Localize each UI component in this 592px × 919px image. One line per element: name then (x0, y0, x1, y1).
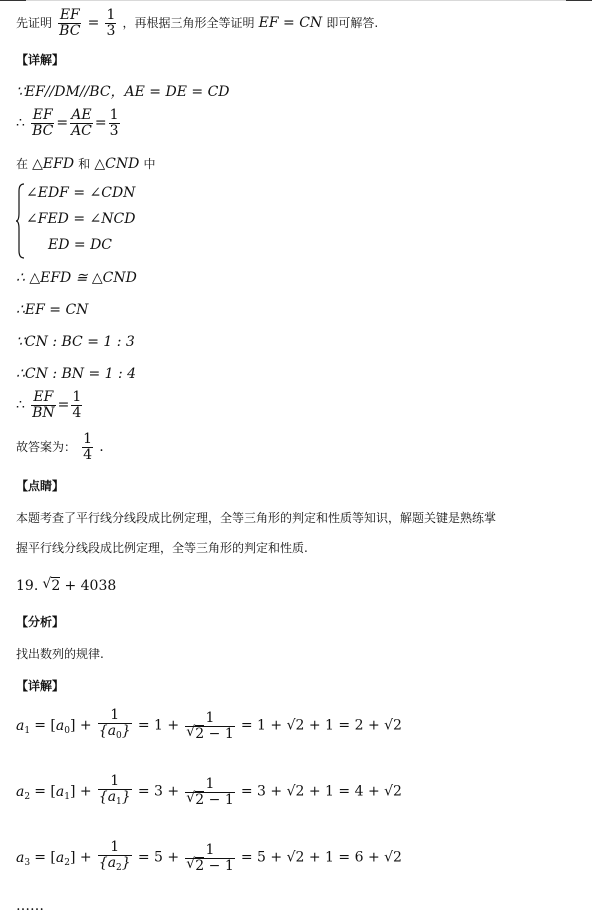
formula-1-lhs-var: a (16, 717, 25, 734)
formula-2-frac-a-num: 1 (98, 774, 132, 790)
step-5: ∴EF = CN (16, 302, 89, 318)
formula-1-end: = 1 + √2 + 1 = 2 + √2 (240, 717, 402, 734)
step2-eq2: = (94, 115, 107, 131)
step3-and: 和 (78, 157, 91, 171)
formula-2-lhs-var: a (16, 783, 25, 800)
step2-frac3-den: 3 (109, 123, 119, 139)
answer-line (16, 432, 104, 463)
step-6: ∵CN : BC = 1 : 3 (16, 334, 135, 350)
step3-tail: 中 (143, 157, 156, 171)
formula-2-bracket: $a_1$ (55, 783, 70, 802)
top-left-rule (0, 0, 26, 1)
intro-tail: 即可解答. (326, 16, 379, 30)
top-right-rule (566, 0, 592, 1)
step2-frac1 (31, 108, 54, 139)
step8-value (71, 390, 82, 421)
step2-prefix: ∴ (16, 115, 25, 131)
intro-val-den: 3 (106, 23, 116, 39)
formula-2-mid: = 3 + (137, 783, 180, 800)
step3-tri1: △EFD (32, 156, 75, 172)
formula-2-frac-a-den: $\{a_1\}$ (98, 789, 131, 807)
intro-frac-num: EF (59, 7, 80, 23)
intro-val-num: 1 (106, 7, 116, 23)
formula-2-frac-b-den (185, 793, 234, 808)
formula-1-frac-a-den: $\{a_0\}$ (98, 723, 131, 741)
intro-value-fraction (105, 8, 116, 39)
answer-num: 1 (83, 431, 93, 447)
step-1: ∵EF//DM//BC，AE = DE = CD (16, 84, 230, 100)
formula-3-eq: = [ (34, 849, 56, 866)
formula-row-2 (16, 774, 402, 810)
section-point: 【点睛】 (16, 479, 65, 493)
step-2 (16, 108, 122, 139)
ellipsis: …… (16, 898, 44, 914)
step2-frac2-den: AC (71, 123, 92, 139)
formula-1-frac-b (185, 711, 234, 742)
step2-frac3 (109, 108, 120, 139)
formula-2-frac-a (98, 774, 132, 810)
formula-2-frac-b-num: 1 (185, 777, 234, 793)
system-row-3: ED = DC (48, 237, 113, 253)
formula-2-end: = 3 + √2 + 1 = 4 + √2 (240, 783, 402, 800)
formula-1-frac-b-num: 1 (185, 711, 234, 727)
formula-row-1 (16, 708, 402, 744)
section-detail-2: 【详解】 (16, 679, 65, 693)
step-4: ∴ △EFD ≅ △CND (16, 270, 137, 286)
formula-1-frac-b-tail: − 1 (208, 725, 234, 742)
formula-1-lhs-sub: 1 (24, 725, 31, 736)
formula-3-lhs (16, 850, 30, 866)
step3-lead: 在 (16, 157, 29, 171)
answer-fraction (82, 432, 93, 463)
intro-fraction (58, 8, 81, 39)
formula-2-frac-b-rad: 2 (195, 791, 205, 808)
formula-2-bracket-sub: 1 (64, 791, 70, 802)
q19-number: 19. (16, 578, 39, 594)
formula-3-frac-a-sub: 2 (116, 863, 122, 873)
intro-math2: EF = CN (258, 15, 323, 31)
formula-1-lhs (16, 718, 30, 734)
section-analysis: 【分析】 (16, 615, 65, 629)
formula-3-bracket: $a_2$ (55, 849, 70, 868)
formula-3-end: = 5 + √2 + 1 = 6 + √2 (240, 849, 402, 866)
formula-1-eq: = [ (34, 717, 56, 734)
intro-eq: = (87, 15, 100, 31)
step-3 (16, 156, 156, 173)
formula-3-frac-b (185, 843, 234, 874)
formula-3-close: ] + (69, 849, 92, 866)
formula-3-frac-b-tail: − 1 (208, 857, 234, 874)
step8-val-num: 1 (72, 389, 82, 405)
intro-frac-den: BC (59, 23, 81, 39)
formula-2-eq: = [ (34, 783, 56, 800)
step8-den: BN (32, 405, 55, 421)
formula-3-mid: = 5 + (137, 849, 180, 866)
step8-prefix: ∴ (16, 397, 25, 413)
step3-tri2: △CND (94, 156, 140, 172)
intro-line (16, 8, 378, 39)
formula-3-bracket-sub: 2 (64, 857, 70, 868)
formula-2-frac-b-tail: − 1 (208, 791, 234, 808)
section-detail-1: 【详解】 (16, 53, 65, 67)
formula-2-frac-b (185, 777, 234, 808)
formula-2-lhs-sub: 2 (24, 791, 31, 802)
formula-3-frac-a-num: 1 (98, 840, 132, 856)
formula-3-frac-b-rad: 2 (195, 857, 205, 874)
formula-1-bracket-sub: 0 (64, 725, 70, 736)
step2-frac1-num: EF (32, 107, 53, 123)
formula-2-lhs (16, 784, 30, 800)
formula-3-frac-a-den: $\{a_2\}$ (98, 855, 131, 873)
answer-label: 故答案为： (16, 440, 77, 454)
q19-sqrt (42, 578, 60, 594)
step8-val-den: 4 (72, 405, 82, 421)
left-brace-icon (16, 183, 26, 259)
formula-1-close: ] + (69, 717, 92, 734)
formula-1-mid: = 1 + (137, 717, 180, 734)
formula-3-frac-a (98, 840, 132, 876)
formula-row-3 (16, 840, 402, 876)
step-7: ∴CN : BN = 1 : 4 (16, 366, 137, 382)
top-divider (0, 0, 592, 1)
formula-3-frac-b-den (185, 859, 234, 874)
answer-den: 4 (83, 447, 93, 463)
answer-tail: . (99, 439, 104, 455)
formula-3-lhs-var: a (16, 849, 25, 866)
step2-eq1: = (56, 115, 69, 131)
formula-1-bracket: $a_0$ (55, 717, 70, 736)
question-19 (16, 578, 116, 595)
point-text-line-1: 本题考查了平行线分线段成比例定理，全等三角形的判定和性质等知识，解题关键是熟练掌 (16, 511, 497, 525)
analysis-text: 找出数列的规律. (16, 647, 104, 661)
formula-1-frac-a-sub: 0 (116, 731, 122, 741)
step8-num: EF (31, 390, 56, 406)
intro-rest: ，再根据三角形全等证明 (122, 16, 255, 30)
formula-2-frac-a-sub: 1 (116, 797, 122, 807)
point-text-line-2: 握平行线分线段成比例定理，全等三角形的判定和性质. (16, 541, 308, 555)
step2-frac2 (70, 108, 93, 139)
step-8 (16, 390, 84, 421)
system-row-2: ∠FED = ∠NCD (26, 211, 136, 227)
formula-2-close: ] + (69, 783, 92, 800)
formula-1-frac-a-num: 1 (98, 708, 132, 724)
formula-1-frac-b-rad: 2 (195, 725, 205, 742)
system-row-1: ∠EDF = ∠CDN (26, 185, 136, 201)
intro-lead: 先证明 (16, 16, 53, 30)
formula-1-frac-a (98, 708, 132, 744)
formula-1-frac-b-den (185, 727, 234, 742)
q19-radicand: 2 (51, 578, 61, 594)
step2-frac3-num: 1 (109, 107, 119, 123)
step2-frac2-num: AE (71, 107, 92, 123)
formula-3-lhs-sub: 3 (24, 857, 31, 868)
step8-frac (31, 390, 56, 421)
step2-frac1-den: BC (32, 123, 54, 139)
formula-3-frac-b-num: 1 (185, 843, 234, 859)
q19-rest: + 4038 (64, 578, 117, 594)
step8-eq: = (57, 397, 70, 413)
